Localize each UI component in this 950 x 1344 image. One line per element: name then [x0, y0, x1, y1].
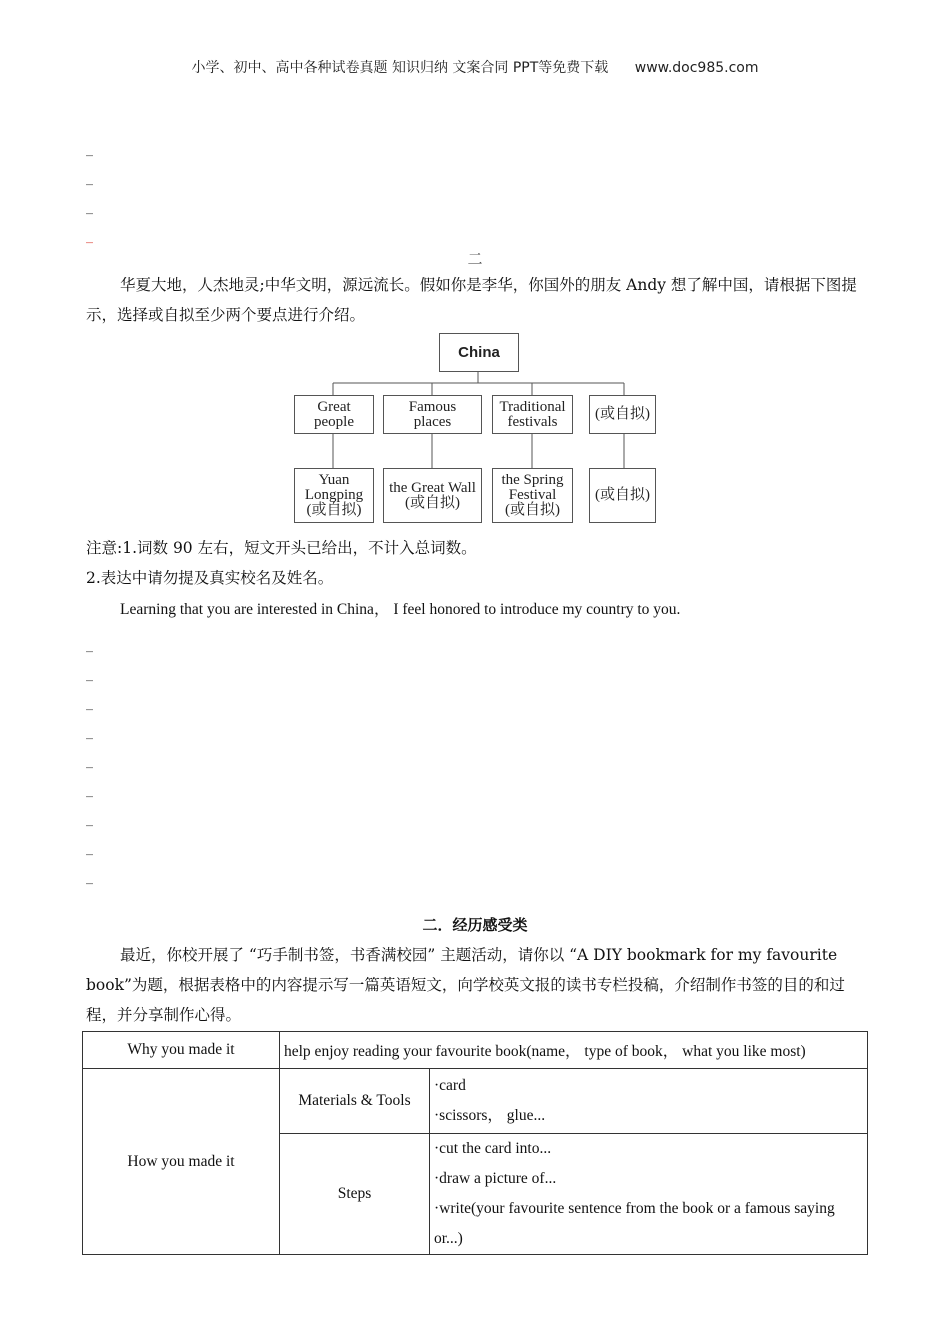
diagram-category-box: (或自拟) [589, 395, 656, 434]
task1-opening-sentence: Learning that you are interested in China， I feel honored to introduce my country to you. [120, 601, 681, 618]
answer-blank[interactable]: _ [86, 141, 93, 157]
answer-blank[interactable]: _ [86, 724, 93, 740]
answer-blank[interactable]: _ [86, 840, 93, 856]
diagram-category-box: Traditional festivals [492, 395, 573, 434]
section-number: 二 [467, 250, 483, 268]
answer-blank[interactable]: _ [86, 170, 93, 186]
section-heading: 二．经历感受类 [422, 916, 528, 934]
why-value-cell: help enjoy reading your favourite book(name， type of book， what you like most) [280, 1032, 868, 1069]
materials-cell [430, 1069, 868, 1134]
how-label-cell: How you made it [83, 1069, 280, 1255]
task2-prompt: 最近，你校开展了 “巧手制书签，书香满校园” 主题活动，请你以 “A DIY bookmark for my favourite book”为题，根据表格中的内容提示写一篇英语短文，向学校英文报的读书专栏投稿，介绍制作书签的目的和过程，并分享制作心得。 [86, 946, 845, 1024]
answer-blank[interactable]: _ [86, 782, 93, 798]
answer-blank[interactable]: _ [86, 228, 93, 244]
diagram-root-box: China [439, 333, 519, 372]
answer-blank[interactable]: _ [86, 869, 93, 885]
answer-blank[interactable]: _ [86, 637, 93, 653]
diagram-example-box: the Great Wall (或自拟) [383, 468, 482, 523]
diagram-category-box: Famous places [383, 395, 482, 434]
diagram-example-box: Yuan Longping (或自拟) [294, 468, 374, 523]
header-text: 小学、初中、高中各种试卷真题 知识归纳 文案合同 PPT等免费下载 [191, 60, 609, 76]
answer-blank[interactable]: _ [86, 811, 93, 827]
answer-blank[interactable]: _ [86, 199, 93, 215]
task1-prompt: 华夏大地，人杰地灵;中华文明，源远流长。假如你是李华，你国外的朋友 Andy 想了解中国，请根据下图提示，选择或自拟至少两个要点进行介绍。 [86, 276, 857, 324]
materials-item: ·card [434, 1077, 466, 1094]
diagram-category-box: Great people [294, 395, 374, 434]
steps-item: ·write(your favourite sentence from the book or a famous saying or...) [434, 1200, 835, 1247]
answer-blank[interactable]: _ [86, 753, 93, 769]
steps-item: ·cut the card into... [434, 1140, 552, 1157]
task1-note-2: 2.表达中请勿提及真实校名及姓名。 [86, 569, 334, 587]
steps-label-cell: Steps [280, 1134, 430, 1255]
why-label-cell: Why you made it [83, 1032, 280, 1069]
steps-item: ·draw a picture of... [434, 1170, 557, 1187]
steps-cell [430, 1134, 868, 1255]
answer-blank[interactable]: _ [86, 695, 93, 711]
table-row [83, 1032, 868, 1069]
diagram-example-box: (或自拟) [589, 468, 656, 523]
page-header [0, 57, 950, 77]
bookmark-table [82, 1031, 868, 1255]
diagram-example-box: the Spring Festival (或自拟) [492, 468, 573, 523]
materials-item: ·scissors， glue... [434, 1107, 546, 1124]
answer-blank[interactable]: _ [86, 666, 93, 682]
materials-label-cell: Materials & Tools [280, 1069, 430, 1134]
task1-note-1: 注意:1.词数 90 左右，短文开头已给出，不计入总词数。 [86, 539, 477, 557]
table-row [83, 1069, 868, 1134]
header-site-link[interactable]: www.doc985.com [634, 60, 759, 76]
